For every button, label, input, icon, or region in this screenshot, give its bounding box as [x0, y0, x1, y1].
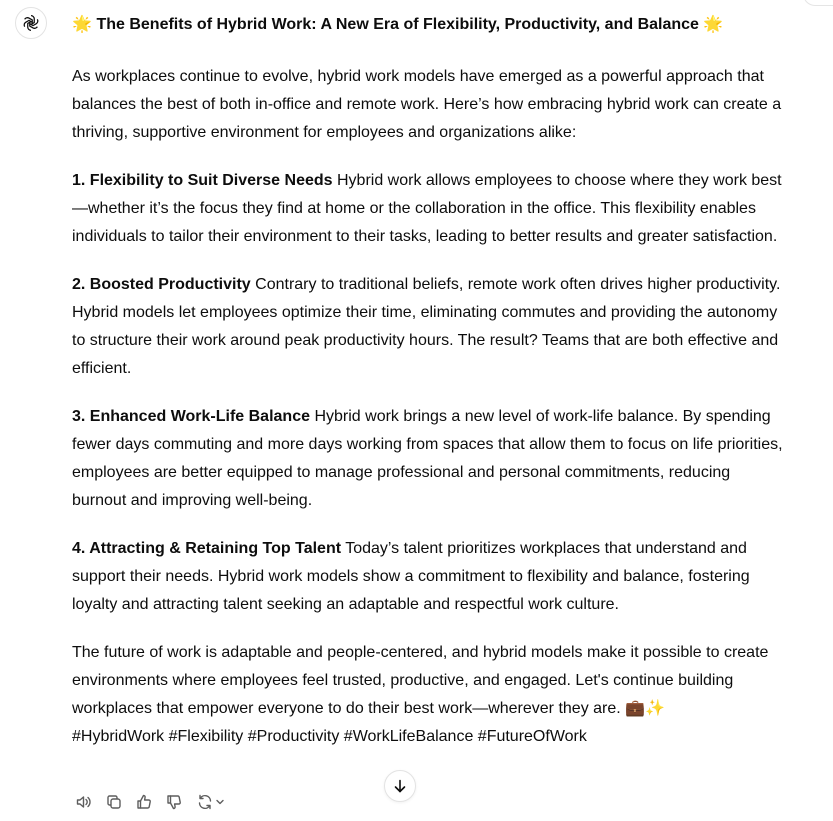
top-right-control[interactable]	[803, 0, 833, 6]
section-body: Hybrid work brings a new level of work-life balance. By spending fewer days commuting and more days working from spaces that allow them to focus on life priorities, employees are better equipped to manage professional and personal commitments, reducing burnout and improving well-being.	[72, 408, 783, 509]
star-emoji-left: 🌟	[72, 16, 92, 33]
refresh-icon	[196, 793, 214, 811]
intro-paragraph: As workplaces continue to evolve, hybrid work models have emerged as a powerful approach that balances the best of both in-office and remote work. Here’s how embracing hybrid work can create a thriving, supportive environment for employees and organizations alike:	[72, 68, 782, 141]
section-heading: 1. Flexibility to Suit Diverse Needs	[72, 172, 333, 189]
section-heading: 4. Attracting & Retaining Top Talent	[72, 540, 342, 557]
scroll-down-button[interactable]	[384, 770, 416, 802]
arrow-down-icon	[392, 778, 408, 794]
section-body: Hybrid work allows employees to choose where they work best—whether it’s the focus they find at home or the collaboration in the office. This flexibility enables individuals to tailor their environment to their tasks, leading to better results and greater satisfaction.	[72, 172, 782, 245]
closing-paragraph	[72, 639, 784, 751]
regenerate-button[interactable]	[192, 790, 228, 814]
openai-logo-icon	[21, 13, 41, 33]
thumbs-down-icon	[165, 793, 183, 811]
chevron-down-icon	[215, 797, 225, 807]
message-actions	[72, 790, 228, 814]
message-title	[72, 11, 784, 39]
read-aloud-button[interactable]	[72, 790, 96, 814]
speaker-icon	[75, 793, 93, 811]
section-paragraph	[72, 271, 784, 383]
closing-text: The future of work is adaptable and people-centered, and hybrid models make it possible to create environments where employees feel trusted, productive, and engaged. Let's continue building workplaces that empower everyone to do their best work—wherever they are. 💼✨	[72, 644, 769, 717]
copy-icon	[105, 793, 123, 811]
thumbs-up-icon	[135, 793, 153, 811]
section-paragraph	[72, 403, 784, 515]
section-heading: 3. Enhanced Work-Life Balance	[72, 408, 310, 425]
assistant-avatar	[15, 7, 47, 39]
section-paragraph	[72, 535, 784, 619]
star-emoji-right: 🌟	[703, 16, 724, 33]
assistant-message	[72, 11, 784, 751]
copy-button[interactable]	[102, 790, 126, 814]
section-body: Today’s talent prioritizes workplaces that understand and support their needs. Hybrid work models show a commitment to flexibility and balance, fostering loyalty and attracting talent seeking an adaptable and respectful work culture.	[72, 540, 750, 613]
hashtags: #HybridWork #Flexibility #Productivity #WorkLifeBalance #FutureOfWork	[72, 728, 587, 745]
section-body: Contrary to traditional beliefs, remote work often drives higher productivity. Hybrid models let employees optimize their time, eliminating commutes and providing the autonomy to structure their work around peak productivity hours. The result? Teams that are both effective and efficient.	[72, 276, 781, 377]
bad-response-button[interactable]	[162, 790, 186, 814]
message-title-text: The Benefits of Hybrid Work: A New Era of Flexibility, Productivity, and Balance	[96, 16, 699, 33]
section-heading: 2. Boosted Productivity	[72, 276, 251, 293]
section-paragraph	[72, 167, 784, 251]
good-response-button[interactable]	[132, 790, 156, 814]
